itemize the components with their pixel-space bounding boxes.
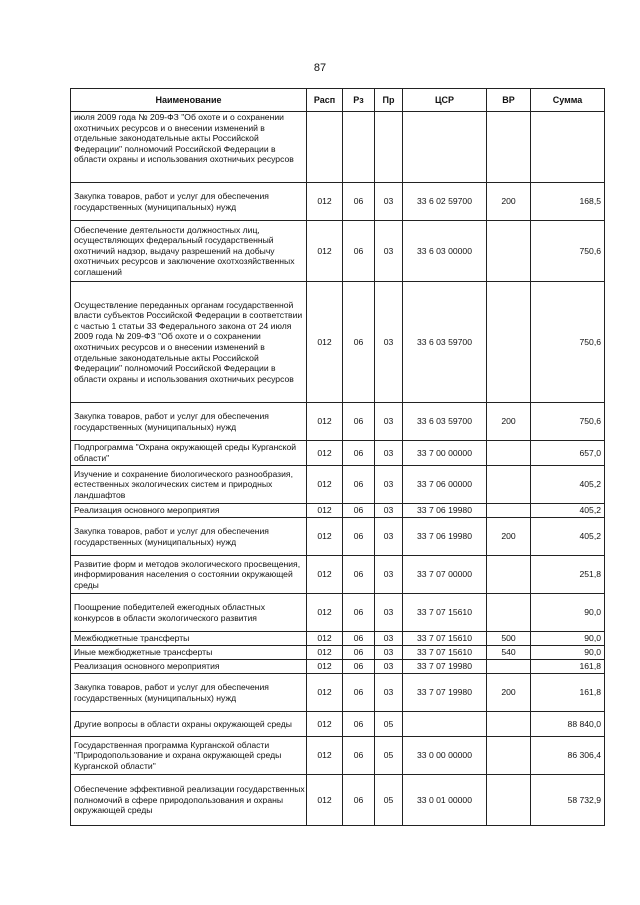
cell-csr: 33 6 03 59700 [403,282,487,403]
cell-name: Обеспечение эффективной реализации государственных полномочий в сфере природопользования и охраны окружающей среды [71,775,307,826]
cell-sum: 161,8 [531,674,605,712]
cell-rz: 06 [343,183,375,221]
cell-name: Государственная программа Курганской области "Природопользование и охрана окружающей среды Курганской области" [71,737,307,775]
table-row [71,556,605,594]
cell-name: Развитие форм и методов экологического просвещения, информирования населения о состоянии окружающей среды [71,556,307,594]
cell-rasp: 012 [307,775,343,826]
cell-csr: 33 6 03 59700 [403,403,487,441]
cell-vr [487,712,531,737]
cell-name: Изучение и сохранение биологического разнообразия, естественных экологических систем и природных ландшафтов [71,466,307,504]
cell-sum: 58 732,9 [531,775,605,826]
cell-sum: 90,0 [531,646,605,660]
cell-rz: 06 [343,282,375,403]
cell-csr: 33 7 06 19980 [403,518,487,556]
cell-rz: 06 [343,646,375,660]
cell-vr [487,466,531,504]
table-row [71,518,605,556]
cell-rz: 06 [343,712,375,737]
cell-rasp: 012 [307,737,343,775]
cell-csr: 33 7 06 19980 [403,504,487,518]
cell-sum [531,112,605,183]
cell-rz: 06 [343,632,375,646]
table-row [71,466,605,504]
cell-csr: 33 7 06 00000 [403,466,487,504]
cell-pr: 03 [375,183,403,221]
col-header-rasp: Расп [307,89,343,112]
cell-rz: 06 [343,221,375,282]
table-row [71,282,605,403]
cell-sum: 405,2 [531,466,605,504]
cell-rz: 06 [343,518,375,556]
cell-csr: 33 7 07 15610 [403,632,487,646]
cell-pr: 03 [375,556,403,594]
col-header-rz: Рз [343,89,375,112]
cell-pr: 03 [375,441,403,466]
col-header-sum: Сумма [531,89,605,112]
cell-name: Закупка товаров, работ и услуг для обеспечения государственных (муниципальных) нужд [71,183,307,221]
cell-vr [487,775,531,826]
cell-pr [375,112,403,183]
cell-csr: 33 7 07 15610 [403,594,487,632]
col-header-name: Наименование [71,89,307,112]
cell-name: Межбюджетные трансферты [71,632,307,646]
cell-sum: 90,0 [531,594,605,632]
budget-table [70,88,605,826]
table-row [71,112,605,183]
cell-pr: 03 [375,594,403,632]
table-row [71,594,605,632]
cell-csr: 33 0 01 00000 [403,775,487,826]
cell-sum: 405,2 [531,518,605,556]
cell-sum: 251,8 [531,556,605,594]
cell-csr: 33 6 02 59700 [403,183,487,221]
cell-vr [487,556,531,594]
cell-csr: 33 6 03 00000 [403,221,487,282]
cell-name: Поощрение победителей ежегодных областных конкурсов в области экологического развития [71,594,307,632]
page-number: 87 [313,62,327,74]
cell-rz [343,112,375,183]
cell-sum: 161,8 [531,660,605,674]
cell-pr: 03 [375,632,403,646]
cell-rasp: 012 [307,221,343,282]
cell-pr: 03 [375,403,403,441]
cell-sum: 90,0 [531,632,605,646]
cell-rz: 06 [343,660,375,674]
cell-sum: 750,6 [531,282,605,403]
cell-name: Закупка товаров, работ и услуг для обеспечения государственных (муниципальных) нужд [71,518,307,556]
cell-rasp: 012 [307,518,343,556]
cell-name: Другие вопросы в области охраны окружающей среды [71,712,307,737]
cell-csr: 33 7 07 15610 [403,646,487,660]
table-row [71,674,605,712]
cell-vr [487,737,531,775]
cell-pr: 03 [375,646,403,660]
cell-name: Закупка товаров, работ и услуг для обеспечения государственных (муниципальных) нужд [71,403,307,441]
cell-rz: 06 [343,441,375,466]
cell-rasp: 012 [307,674,343,712]
cell-rasp: 012 [307,712,343,737]
table-row [71,646,605,660]
cell-rasp: 012 [307,403,343,441]
cell-rz: 06 [343,737,375,775]
cell-rz: 06 [343,504,375,518]
cell-csr: 33 7 00 00000 [403,441,487,466]
cell-vr [487,660,531,674]
cell-vr [487,112,531,183]
cell-rasp: 012 [307,183,343,221]
cell-rasp: 012 [307,504,343,518]
cell-sum: 405,2 [531,504,605,518]
cell-vr: 540 [487,646,531,660]
col-header-pr: Пр [375,89,403,112]
table-row [71,737,605,775]
cell-rz: 06 [343,403,375,441]
cell-vr [487,594,531,632]
cell-csr: 33 7 07 19980 [403,674,487,712]
cell-rasp: 012 [307,441,343,466]
cell-pr: 05 [375,775,403,826]
cell-rasp: 012 [307,282,343,403]
cell-name: Обеспечение деятельности должностных лиц, осуществляющих федеральный государственный охотничий надзор, выдачу разрешений на добычу охотничьих ресурсов и заключение охотхозяйственных соглашений [71,221,307,282]
cell-csr: 33 0 00 00000 [403,737,487,775]
cell-pr: 03 [375,518,403,556]
cell-name: июля 2009 года № 209-ФЗ "Об охоте и о сохранении охотничьих ресурсов и о внесении изменений в отдельные законодательные акты Российской Федерации" полномочий Российской Федерации в области охраны и использования охотничьих ресурсов [71,112,307,183]
cell-vr [487,282,531,403]
cell-pr: 03 [375,282,403,403]
cell-sum: 657,0 [531,441,605,466]
table-row [71,504,605,518]
cell-pr: 03 [375,504,403,518]
cell-pr: 03 [375,221,403,282]
cell-sum: 88 840,0 [531,712,605,737]
cell-csr [403,712,487,737]
table-row [71,183,605,221]
cell-vr [487,504,531,518]
cell-rz: 06 [343,556,375,594]
cell-name: Иные межбюджетные трансферты [71,646,307,660]
cell-rz: 06 [343,674,375,712]
cell-csr: 33 7 07 19980 [403,660,487,674]
cell-vr: 200 [487,183,531,221]
cell-name: Реализация основного мероприятия [71,660,307,674]
cell-vr [487,221,531,282]
table-row [71,441,605,466]
table-row [71,632,605,646]
cell-rasp: 012 [307,632,343,646]
cell-name: Реализация основного мероприятия [71,504,307,518]
cell-sum: 750,6 [531,221,605,282]
cell-rasp: 012 [307,646,343,660]
table-row [71,775,605,826]
cell-rasp: 012 [307,594,343,632]
cell-rasp: 012 [307,556,343,594]
cell-rz: 06 [343,775,375,826]
cell-vr [487,441,531,466]
table-row [71,660,605,674]
table-header-row [71,89,605,112]
cell-pr: 03 [375,466,403,504]
cell-csr: 33 7 07 00000 [403,556,487,594]
cell-pr: 05 [375,712,403,737]
cell-vr: 200 [487,674,531,712]
col-header-csr: ЦСР [403,89,487,112]
cell-pr: 05 [375,737,403,775]
cell-sum: 168,5 [531,183,605,221]
col-header-vr: ВР [487,89,531,112]
cell-vr: 200 [487,518,531,556]
cell-pr: 03 [375,660,403,674]
cell-name: Осуществление переданных органам государственной власти субъектов Российской Федерации в соответствии с частью 1 статьи 33 Федерального закона от 24 июля 2009 года № 209-ФЗ "Об охоте и о сохранении охотничьих ресурсов и о внесении изменений в отдельные законодательные акты Российской Федерации" полномочий Российской Федерации в области охраны и использования охотничьих ресурсов [71,282,307,403]
cell-vr: 200 [487,403,531,441]
cell-vr: 500 [487,632,531,646]
cell-name: Закупка товаров, работ и услуг для обеспечения государственных (муниципальных) нужд [71,674,307,712]
cell-rz: 06 [343,466,375,504]
cell-rasp: 012 [307,466,343,504]
cell-rasp: 012 [307,660,343,674]
cell-name: Подпрограмма "Охрана окружающей среды Курганской области" [71,441,307,466]
table-row [71,403,605,441]
table-row [71,221,605,282]
cell-rz: 06 [343,594,375,632]
cell-rasp [307,112,343,183]
cell-sum: 750,6 [531,403,605,441]
cell-sum: 86 306,4 [531,737,605,775]
cell-csr [403,112,487,183]
table-row [71,712,605,737]
cell-pr: 03 [375,674,403,712]
